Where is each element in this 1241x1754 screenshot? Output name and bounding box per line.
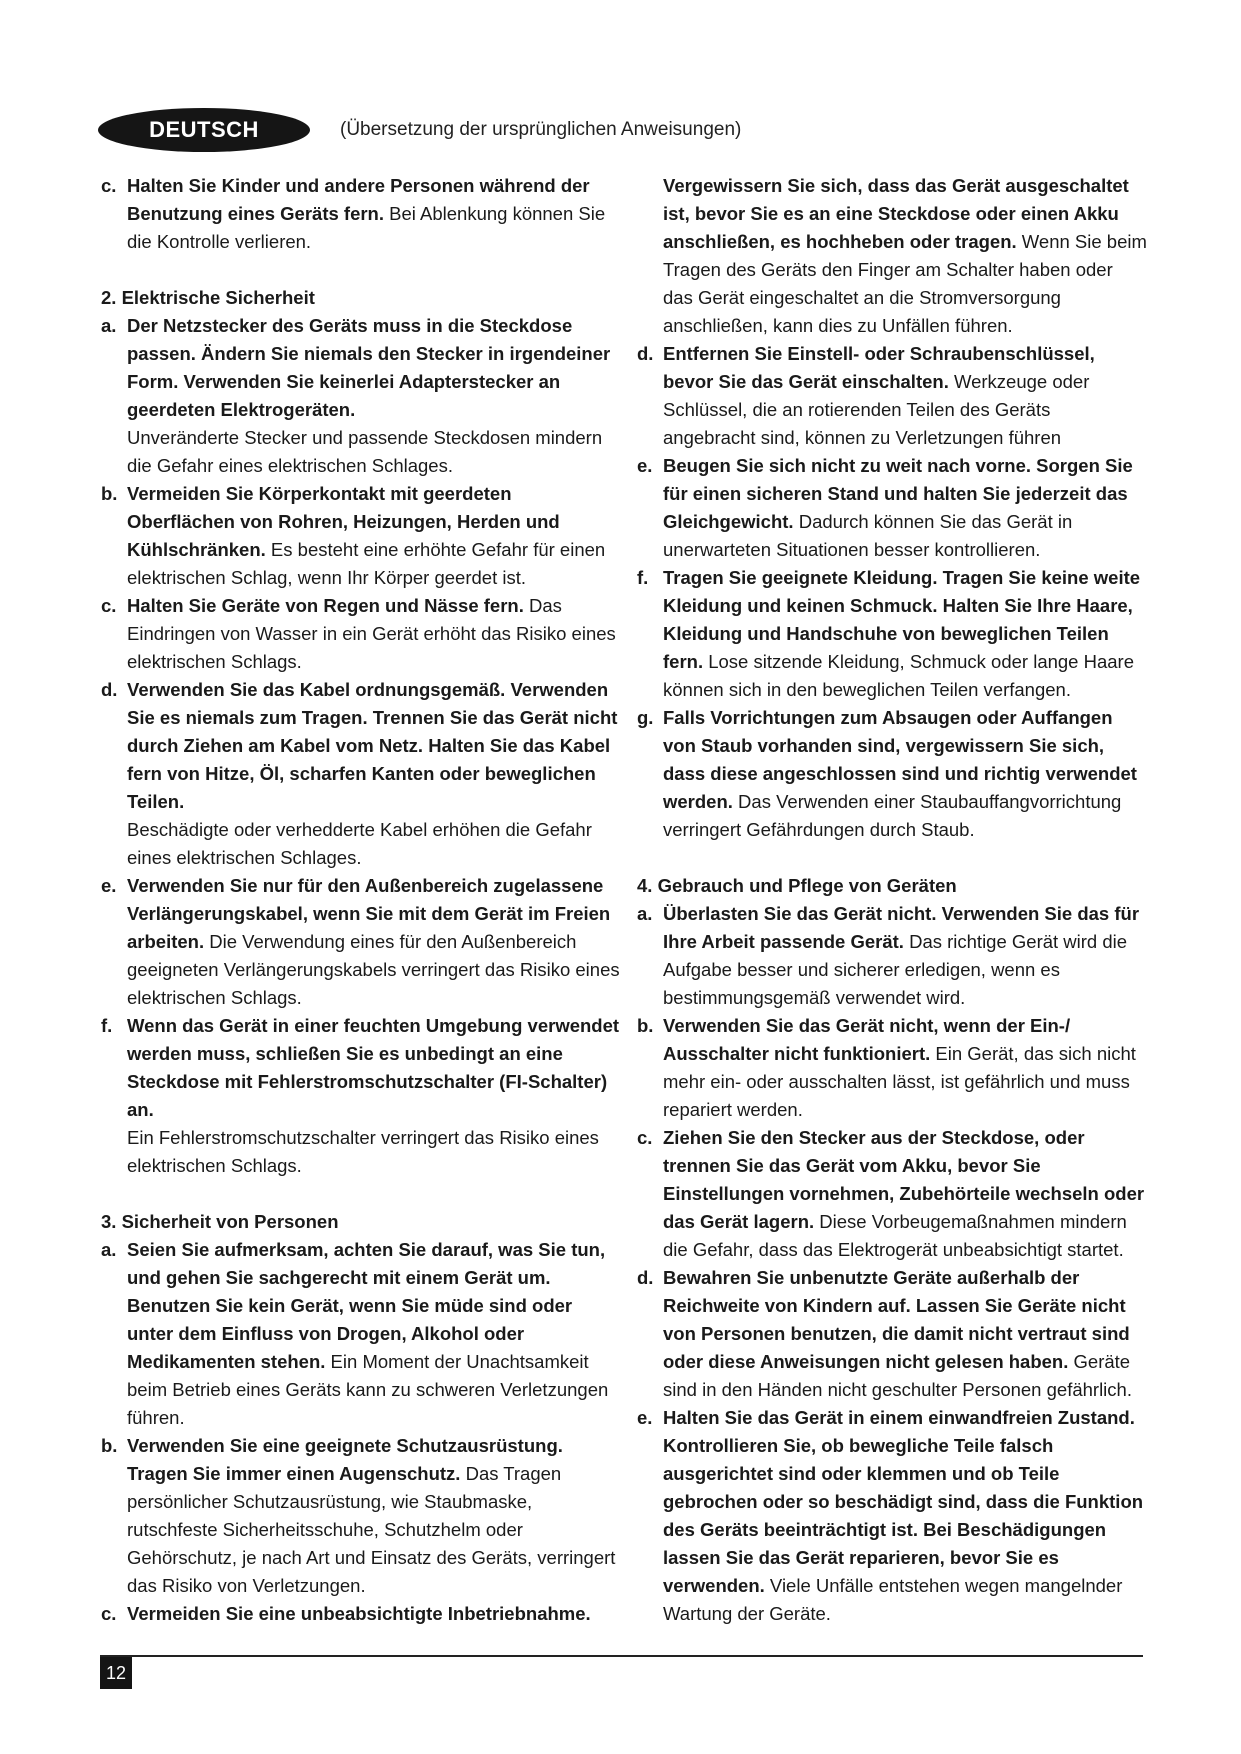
list-item: b. Verwenden Sie das Gerät nicht, wenn der Ein-/ Ausschalter nicht funktioniert. Ein Gerät, das sich nicht mehr ein- oder ausschalten lässt, ist gefährlich und muss repariert werden.	[637, 1015, 1136, 1120]
list-item: g. Falls Vorrichtungen zum Absaugen oder Auffangen von Staub vorhanden sind, vergewissern Sie sich, dass diese angeschlossen sind und richtig verwendet werden. Das Verwenden einer Staubauffangvorrichtung verringert Gefährdungen durch Staub.	[637, 707, 1137, 840]
list-item: b. Vermeiden Sie Körperkontakt mit geerdeten Oberflächen von Rohren, Heizungen, Herden und Kühlschränken. Es besteht eine erhöhte Gefahr für einen elektrischen Schlag, wenn Ihr Körper geerdet ist.	[101, 483, 606, 588]
list-item: f. Wenn das Gerät in einer feuchten Umgebung verwendet werden muss, schließen Sie es unbedingt an eine Steckdose mit Fehlerstromschutzschalter (FI-Schalter) an. Ein Fehlerstromschutzschalter verringert das Risiko eines elektrischen Schlags.	[101, 1015, 620, 1176]
list-item: a. Der Netzstecker des Geräts muss in die Steckdose passen. Ändern Sie niemals den Stecker in irgendeiner Form. Verwenden Sie keinerlei Adapterstecker an geerdeten Elektrogeräten. Unveränderte Stecker und passende Steckdosen mindern die Gefahr eines elektrischen Schlages.	[101, 315, 611, 476]
footer-divider	[100, 1655, 1143, 1657]
list-item-continuation: Vergewissern Sie sich, dass das Gerät ausgeschaltet ist, bevor Sie es an eine Steckdose oder einen Akku anschließen, es hochheben oder tragen. Wenn Sie beim Tragen des Geräts den Finger am Schalter haben oder das Gerät eingeschaltet an die Stromversorgung anschließen, kann dies zu Unfällen führen.	[663, 175, 1147, 336]
list-item: d. Entfernen Sie Einstell- oder Schraubenschlüssel, bevor Sie das Gerät einschalten. Werkzeuge oder Schlüssel, die an rotierenden Teilen des Geräts angebracht sind, können zu Verletzungen führen	[637, 343, 1095, 448]
left-column	[101, 172, 621, 1628]
page-header	[98, 108, 741, 152]
list-item: a. Seien Sie aufmerksam, achten Sie darauf, was Sie tun, und gehen Sie sachgerecht mit einem Gerät um. Benutzen Sie kein Gerät, wenn Sie müde sind oder unter dem Einfluss von Drogen, Alkohol oder Medikamenten stehen. Ein Moment der Unachtsamkeit beim Betrieb eines Geräts kann zu schweren Verletzungen führen.	[101, 1239, 609, 1428]
right-column	[637, 172, 1147, 1628]
list-item: b. Verwenden Sie eine geeignete Schutzausrüstung. Tragen Sie immer einen Augenschutz. Das Tragen persönlicher Schutzausrüstung, wie Staubmaske, rutschfeste Sicherheitsschuhe, Schutzhelm oder Gehörschutz, je nach Art und Einsatz des Geräts, verringert das Risiko von Verletzungen.	[101, 1435, 616, 1596]
list-item: a. Überlasten Sie das Gerät nicht. Verwenden Sie das für Ihre Arbeit passende Gerät. Das richtige Gerät wird die Aufgabe besser und sicherer erledigen, wenn es bestimmungsgemäß verwendet wird.	[637, 903, 1140, 1008]
list-item: c. Vermeiden Sie eine unbeabsichtigte Inbetriebnahme.	[101, 1603, 591, 1624]
list-item: e. Beugen Sie sich nicht zu weit nach vorne. Sorgen Sie für einen sicheren Stand und halten Sie jederzeit das Gleichgewicht. Dadurch können Sie das Gerät in unerwarteten Situationen besser kontrollieren.	[637, 455, 1133, 560]
section-heading: 2. Elektrische Sicherheit	[101, 287, 315, 308]
list-item: d. Verwenden Sie das Kabel ordnungsgemäß. Verwenden Sie es niemals zum Tragen. Trennen Sie das Gerät nicht durch Ziehen am Kabel vom Netz. Halten Sie das Kabel fern von Hitze, Öl, scharfen Kanten oder beweglichen Teilen. Beschädigte oder verhedderte Kabel erhöhen die Gefahr eines elektrischen Schlages.	[101, 679, 618, 868]
list-item: c. Halten Sie Kinder und andere Personen während der Benutzung eines Geräts fern. Bei Ablenkung können Sie die Kontrolle verlieren.	[101, 175, 606, 252]
list-item: f. Tragen Sie geeignete Kleidung. Tragen Sie keine weite Kleidung und keinen Schmuck. Halten Sie Ihre Haare, Kleidung und Handschuhe von beweglichen Teilen fern. Lose sitzende Kleidung, Schmuck oder lange Haare können sich in den beweglichen Teilen verfangen.	[637, 567, 1141, 700]
section-heading: 3. Sicherheit von Personen	[101, 1211, 339, 1232]
section-heading: 4. Gebrauch und Pflege von Geräten	[637, 875, 957, 896]
page-number: 12	[100, 1657, 132, 1689]
list-item: c. Halten Sie Geräte von Regen und Nässe fern. Das Eindringen von Wasser in ein Gerät erhöht das Risiko eines elektrischen Schlags.	[101, 595, 616, 672]
language-badge: DEUTSCH	[98, 108, 310, 152]
list-item: c. Ziehen Sie den Stecker aus der Steckdose, oder trennen Sie das Gerät vom Akku, bevor Sie Einstellungen vornehmen, Zubehörteile wechseln oder das Gerät lagern. Diese Vorbeugemaßnahmen mindern die Gefahr, dass das Elektrogerät unbeabsichtigt startet.	[637, 1127, 1145, 1260]
list-item: e. Verwenden Sie nur für den Außenbereich zugelassene Verlängerungskabel, wenn Sie mit dem Gerät im Freien arbeiten. Die Verwendung eines für den Außenbereich geeigneten Verlängerungskabels verringert das Risiko eines elektrischen Schlags.	[101, 875, 620, 1008]
list-item: d. Bewahren Sie unbenutzte Geräte außerhalb der Reichweite von Kindern auf. Lassen Sie Geräte nicht von Personen benutzen, die damit nicht vertraut sind oder diese Anweisungen nicht gelesen haben. Geräte sind in den Händen nicht geschulter Personen gefährlich.	[637, 1267, 1132, 1400]
list-item: e. Halten Sie das Gerät in einem einwandfreien Zustand. Kontrollieren Sie, ob bewegliche Teile falsch ausgerichtet sind oder klemmen und ob Teile gebrochen oder so beschädigt sind, dass die Funktion des Geräts beeinträchtigt ist. Bei Beschädigungen lassen Sie das Gerät reparieren, bevor Sie es verwenden. Viele Unfälle entstehen wegen mangelnder Wartung der Geräte.	[637, 1407, 1144, 1624]
translation-note: (Übersetzung der ursprünglichen Anweisungen)	[340, 119, 742, 140]
